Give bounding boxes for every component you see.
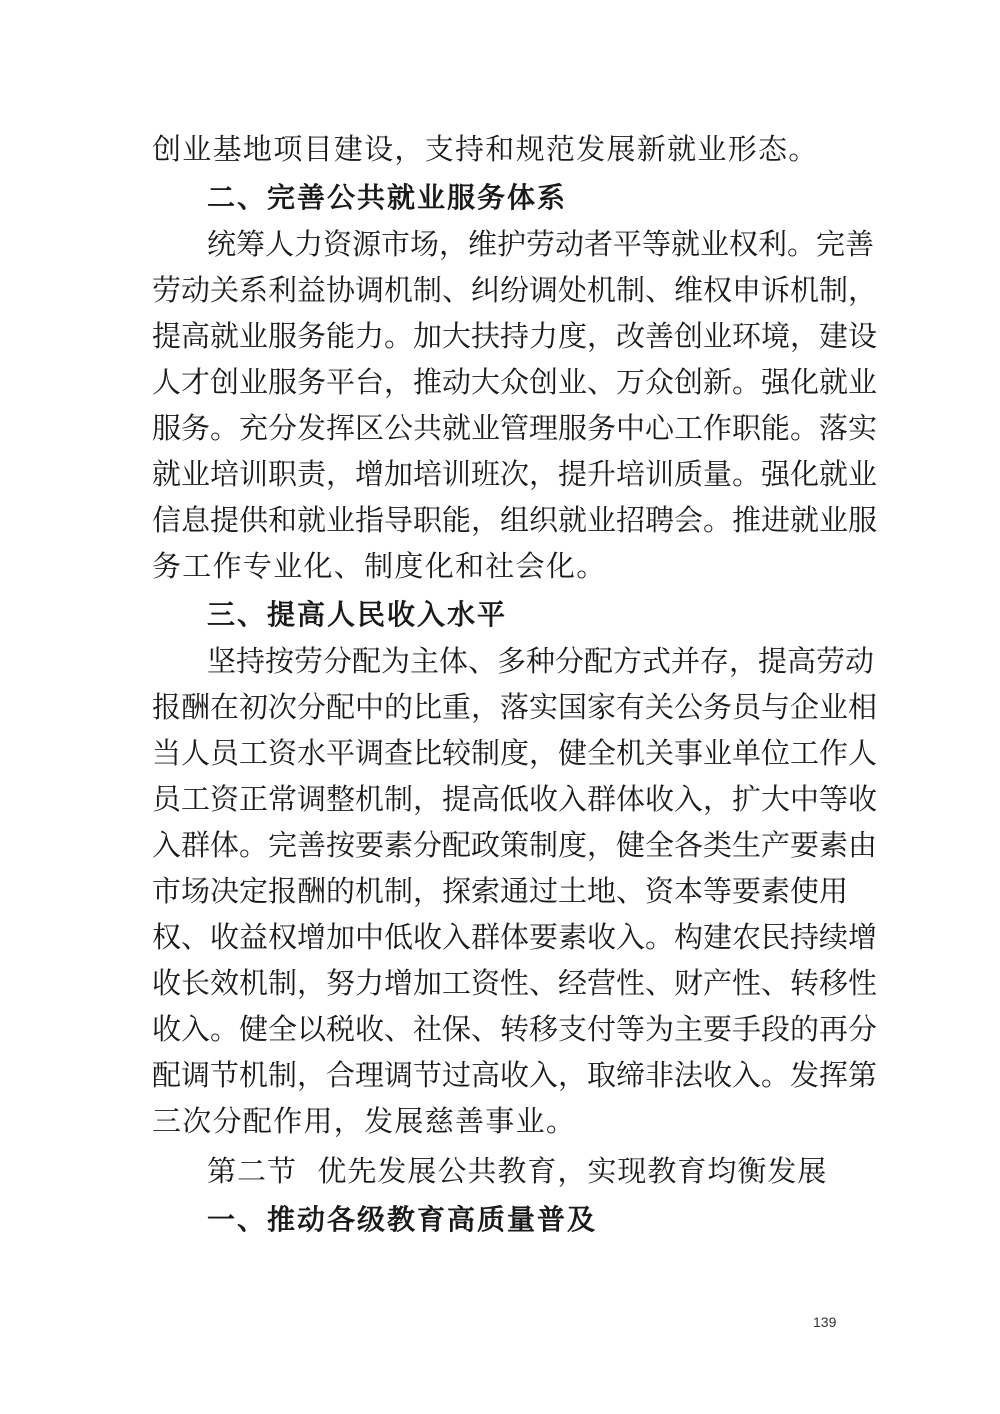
subsection-heading: 三、提高人民收入水平 — [207, 598, 508, 631]
body-text-line: 三次分配作用，发展慈善事业。 — [152, 1104, 577, 1138]
page-number: 139 — [813, 1314, 837, 1330]
body-text-line: 劳动关系利益协调机制、纠纷调处机制、维权申诉机制， — [152, 273, 878, 307]
subsection-heading: 二、完善公共就业服务体系 — [207, 181, 568, 214]
body-text-line: 员工资正常调整机制，提高低收入群体收入，扩大中等收 — [152, 782, 878, 816]
body-text-line: 提高就业服务能力。加大扶持力度，改善创业环境，建设 — [152, 319, 878, 353]
paragraph-first-line: 统筹人力资源市场，维护劳动者平等就业权利。完善 — [207, 227, 875, 261]
body-text-line: 当人员工资水平调查比较制度，健全机关事业单位工作人 — [152, 736, 878, 770]
body-text-line: 入群体。完善按要素分配政策制度，健全各类生产要素由 — [152, 828, 878, 862]
body-text-line: 创业基地项目建设，支持和规范发展新就业形态。 — [152, 132, 819, 166]
body-text-line: 收入。健全以税收、社保、转移支付等为主要手段的再分 — [152, 1012, 878, 1046]
section-heading: 第二节 优先发展公共教育，实现教育均衡发展 — [207, 1154, 828, 1188]
body-text-line: 就业培训职责，增加培训班次，提升培训质量。强化就业 — [152, 457, 878, 491]
body-text-line: 务工作专业化、制度化和社会化。 — [152, 549, 607, 583]
subsection-heading: 一、推动各级教育高质量普及 — [207, 1203, 598, 1236]
body-text-line: 服务。充分发挥区公共就业管理服务中心工作职能。落实 — [152, 411, 878, 445]
body-text-line: 人才创业服务平台，推动大众创业、万众创新。强化就业 — [152, 365, 878, 399]
body-text-line: 配调节机制，合理调节过高收入，取缔非法收入。发挥第 — [152, 1058, 878, 1092]
body-text-line: 信息提供和就业指导职能，组织就业招聘会。推进就业服 — [152, 503, 878, 537]
paragraph-first-line: 坚持按劳分配为主体、多种分配方式并存，提高劳动 — [207, 644, 875, 678]
body-text-line: 报酬在初次分配中的比重，落实国家有关公务员与企业相 — [152, 690, 878, 724]
body-text-line: 权、收益权增加中低收入群体要素收入。构建农民持续增 — [152, 920, 878, 954]
body-text-line: 收长效机制，努力增加工资性、经营性、财产性、转移性 — [152, 966, 878, 1000]
body-text-line: 市场决定报酬的机制，探索通过土地、资本等要素使用 — [152, 874, 849, 908]
